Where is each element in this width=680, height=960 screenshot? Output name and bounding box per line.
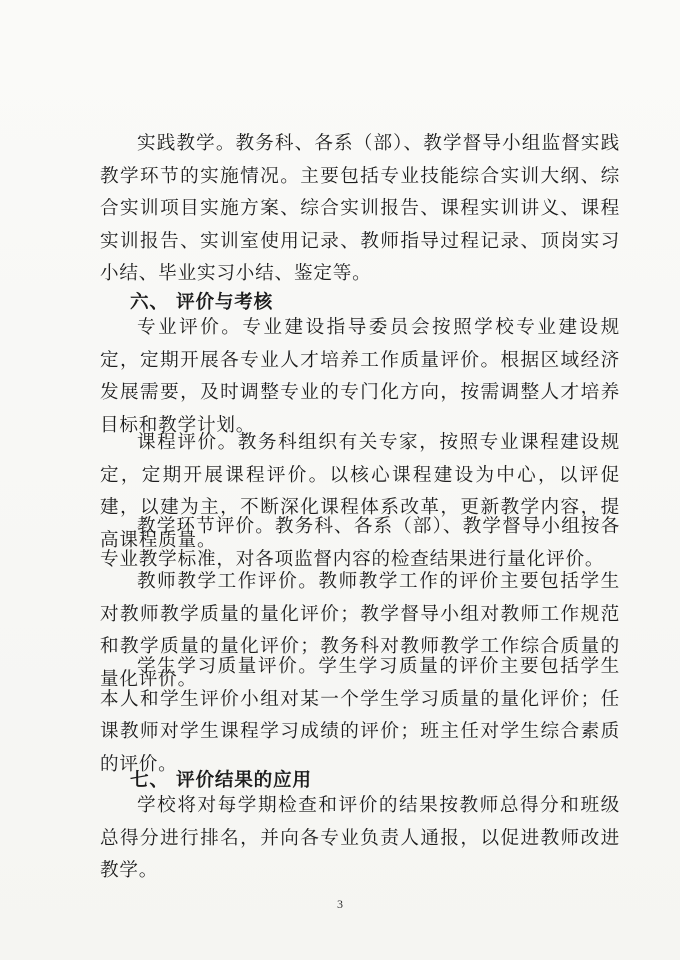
page-number: 3 — [337, 897, 343, 911]
paragraph-text: 学生学习质量评价。学生学习质量的评价主要包括学生本人和学生评价小组对某一个学生学习质量的量化评价；任课教师对学生课程学习成绩的评价；班主任对学生综合素质的评价。 — [100, 656, 620, 775]
paragraph-text: 教学环节评价。教务科、各系（部）、教学督导小组按各专业教学标准，对各项监督内容的检查结果进行量化评价。 — [100, 516, 620, 570]
paragraph-text: 课程评价。教务科组织有关专家，按照专业课程建设规定，定期开展课程评价。以核心课程建设为中心，以评促建，以建为主，不断深化课程体系改革，更新教学内容，提高课程质量。 — [100, 432, 620, 551]
paragraph-text: 学校将对每学期检查和评价的结果按教师总得分和班级总得分进行排名，并向各专业负责人通报，以促进教师改进教学。 — [100, 795, 620, 881]
paragraph-text: 实践教学。教务科、各系（部）、教学督导小组监督实践教学环节的实施情况。主要包括专业技能综合实训大纲、综合实训项目实施方案、综合实训报告、课程实训讲义、课程实训报告、实训室使用记录、教师指导过程记录、顶岗实习小结、毕业实习小结、鉴定等。 — [100, 133, 620, 284]
paragraph-practical-teaching — [100, 128, 620, 291]
paragraph-text: 教师教学工作评价。教师教学工作的评价主要包括学生对教师教学质量的量化评价；教学督导小组对教师工作规范和教学质量的量化评价；教务科对教师教学工作综合质量的量化评价。 — [100, 571, 620, 690]
paragraph-result-application — [100, 790, 620, 888]
heading-text: 六、 评价与考核 — [130, 292, 274, 313]
heading-text: 七、 评价结果的应用 — [130, 770, 312, 791]
paragraph-major-evaluation — [100, 312, 620, 442]
paragraph-text: 专业评价。专业建设指导委员会按照学校专业建设规定，定期开展各专业人才培养工作质量评价。根据区域经济发展需要，及时调整专业的专门化方向，按需调整人才培养目标和教学计划。 — [100, 317, 620, 436]
paragraph-student-evaluation — [100, 651, 620, 781]
